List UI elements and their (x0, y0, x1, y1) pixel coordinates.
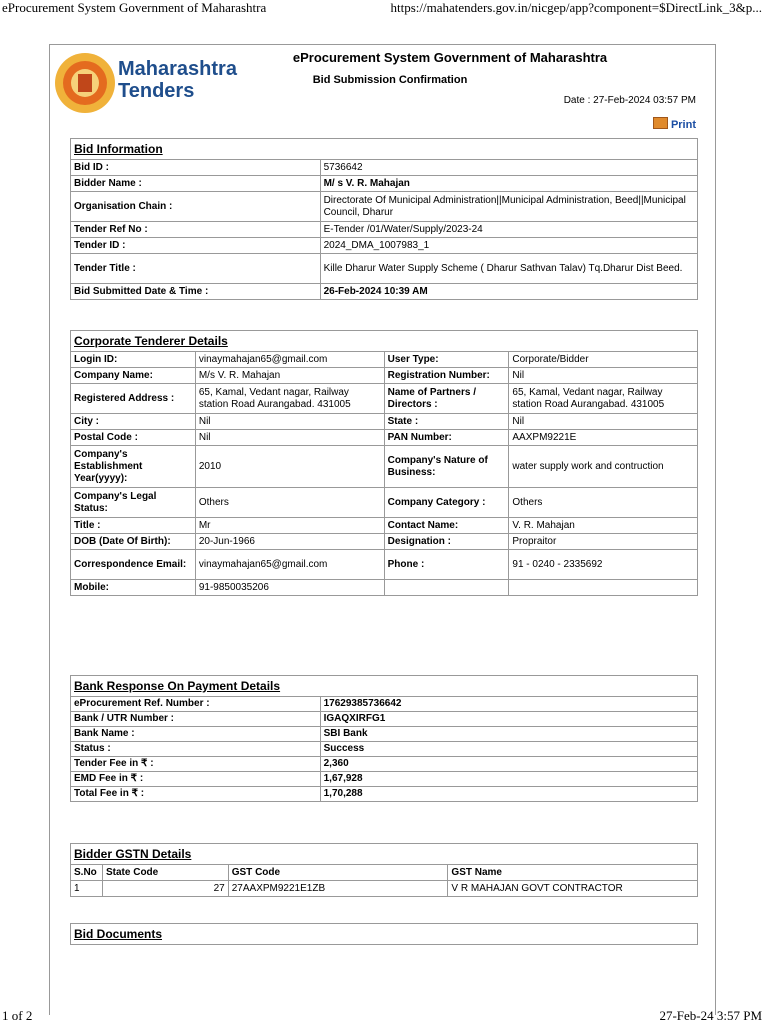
ref-number-label: eProcurement Ref. Number : (71, 697, 321, 712)
state-label: State : (384, 414, 509, 430)
table-header-row (71, 865, 698, 881)
postal-code-label: Postal Code : (71, 430, 196, 446)
page-number: 1 of 2 (2, 1008, 33, 1023)
empty-cell (384, 580, 509, 596)
city-label: City : (71, 414, 196, 430)
company-name-label: Company Name: (71, 368, 196, 384)
table-row (71, 742, 698, 757)
mobile-label: Mobile: (71, 580, 196, 596)
table-row (71, 757, 698, 772)
table-row (71, 787, 698, 802)
status-label: Status : (71, 742, 321, 757)
company-name-value: M/s V. R. Mahajan (195, 368, 384, 384)
ref-number-value: 17629385736642 (320, 697, 697, 712)
designation-value: Propraitor (509, 534, 698, 550)
login-id-value: vinaymahajan65@gmail.com (195, 352, 384, 368)
col-gst-code: GST Code (228, 865, 448, 881)
table-row (71, 254, 698, 284)
bid-id-value: 5736642 (320, 160, 697, 176)
registration-number-value: Nil (509, 368, 698, 384)
table-row (71, 222, 698, 238)
status-value: Success (320, 742, 697, 757)
bid-date-value: 26-Feb-2024 10:39 AM (320, 284, 697, 300)
sno-cell: 1 (71, 881, 103, 897)
correspondence-email-value: vinaymahajan65@gmail.com (195, 550, 384, 580)
table-row (71, 727, 698, 742)
dob-label: DOB (Date Of Birth): (71, 534, 196, 550)
table-row (71, 368, 698, 384)
utr-number-label: Bank / UTR Number : (71, 712, 321, 727)
tender-title-label: Tender Title : (71, 254, 321, 284)
print-timestamp: 27-Feb-24 3:57 PM (659, 1008, 762, 1023)
registration-number-label: Registration Number: (384, 368, 509, 384)
tender-title-value: Kille Dharur Water Supply Scheme ( Dharur Sathvan Talav) Tq.Dharur Dist Beed. (320, 254, 697, 284)
table-row (71, 518, 698, 534)
table-row (71, 772, 698, 787)
nature-of-business-label: Company's Nature of Business: (384, 446, 509, 488)
col-state-code: State Code (102, 865, 228, 881)
col-gst-name: GST Name (448, 865, 698, 881)
mobile-value: 91-9850035206 (195, 580, 384, 596)
org-chain-label: Organisation Chain : (71, 192, 321, 222)
table-row (71, 697, 698, 712)
col-sno: S.No (71, 865, 103, 881)
total-fee-value: 1,70,288 (320, 787, 697, 802)
table-row (71, 284, 698, 300)
seal-icon (54, 52, 116, 114)
printer-icon (653, 117, 668, 129)
contact-name-value: V. R. Mahajan (509, 518, 698, 534)
print-label: Print (670, 119, 696, 131)
company-category-label: Company Category : (384, 488, 509, 518)
emd-fee-value: 1,67,928 (320, 772, 697, 787)
legal-status-label: Company's Legal Status: (71, 488, 196, 518)
table-row (71, 534, 698, 550)
bidder-name-label: Bidder Name : (71, 176, 321, 192)
table-row (71, 384, 698, 414)
postal-code-value: Nil (195, 430, 384, 446)
table-row (71, 430, 698, 446)
tender-id-value: 2024_DMA_1007983_1 (320, 238, 697, 254)
bank-name-value: SBI Bank (320, 727, 697, 742)
pdf-footer (0, 1008, 768, 1024)
emd-fee-label: EMD Fee in ₹ : (71, 772, 321, 787)
report-date: Date : 27-Feb-2024 03:57 PM (563, 95, 696, 106)
tender-fee-label: Tender Fee in ₹ : (71, 757, 321, 772)
registered-address-value: 65, Kamal, Vedant nagar, Railway station Road Aurangabad. 431005 (195, 384, 384, 414)
maharashtra-tenders-logo (54, 52, 246, 114)
designation-label: Designation : (384, 534, 509, 550)
page-subtitle: Bid Submission Confirmation (312, 74, 468, 86)
table-row (71, 488, 698, 518)
table-row (71, 712, 698, 727)
table-row (71, 352, 698, 368)
pan-label: PAN Number: (384, 430, 509, 446)
gstn-table (70, 843, 698, 897)
bid-documents-table (70, 923, 698, 945)
bank-response-heading: Bank Response On Payment Details (71, 676, 698, 697)
logo-line2: Tenders (118, 80, 195, 102)
bid-id-label: Bid ID : (71, 160, 321, 176)
legal-status-value: Others (195, 488, 384, 518)
dob-value: 20-Jun-1966 (195, 534, 384, 550)
pdf-header-title: eProcurement System Government of Maharashtra (2, 0, 267, 15)
print-button[interactable] (653, 117, 696, 131)
title-value: Mr (195, 518, 384, 534)
gst-name-cell: V R MAHAJAN GOVT CONTRACTOR (448, 881, 698, 897)
nature-of-business-value: water supply work and contruction (509, 446, 698, 488)
table-row (71, 414, 698, 430)
org-chain-value: Directorate Of Municipal Administration||Municipal Administration, Beed||Municipal Council, Dharur (320, 192, 697, 222)
establishment-year-value: 2010 (195, 446, 384, 488)
registered-address-label: Registered Address : (71, 384, 196, 414)
company-category-value: Others (509, 488, 698, 518)
pdf-header-url[interactable]: https://mahatenders.gov.in/nicgep/app?component=$DirectLink_3&p... (390, 0, 762, 15)
phone-label: Phone : (384, 550, 509, 580)
gst-code-cell: 27AAXPM9221E1ZB (228, 881, 448, 897)
bid-info-table (70, 138, 698, 300)
bank-name-label: Bank Name : (71, 727, 321, 742)
contact-name-label: Contact Name: (384, 518, 509, 534)
tender-ref-label: Tender Ref No : (71, 222, 321, 238)
state-value: Nil (509, 414, 698, 430)
state-code-cell: 27 (102, 881, 228, 897)
bidder-name-value: M/ s V. R. Mahajan (320, 176, 697, 192)
table-row (71, 580, 698, 596)
table-row (71, 446, 698, 488)
table-row (71, 881, 698, 897)
corporate-heading: Corporate Tenderer Details (71, 331, 698, 352)
total-fee-label: Total Fee in ₹ : (71, 787, 321, 802)
bid-info-heading: Bid Information (71, 139, 698, 160)
title-label: Title : (71, 518, 196, 534)
bank-response-table (70, 675, 698, 802)
page-title: eProcurement System Government of Maharashtra (292, 50, 608, 65)
tender-fee-value: 2,360 (320, 757, 697, 772)
phone-value: 91 - 0240 - 2335692 (509, 550, 698, 580)
table-row (71, 176, 698, 192)
gstn-heading: Bidder GSTN Details (71, 844, 698, 865)
empty-cell (509, 580, 698, 596)
login-id-label: Login ID: (71, 352, 196, 368)
pan-value: AAXPM9221E (509, 430, 698, 446)
user-type-label: User Type: (384, 352, 509, 368)
tender-ref-value: E-Tender /01/Water/Supply/2023-24 (320, 222, 697, 238)
table-row (71, 192, 698, 222)
logo-line1: Maharashtra (118, 58, 237, 80)
tender-id-label: Tender ID : (71, 238, 321, 254)
table-row (71, 550, 698, 580)
city-value: Nil (195, 414, 384, 430)
utr-number-value: IGAQXIRFG1 (320, 712, 697, 727)
partners-label: Name of Partners / Directors : (384, 384, 509, 414)
user-type-value: Corporate/Bidder (509, 352, 698, 368)
partners-value: 65, Kamal, Vedant nagar, Railway station Road Aurangabad. 431005 (509, 384, 698, 414)
table-row (71, 160, 698, 176)
bid-documents-heading: Bid Documents (71, 924, 698, 945)
pdf-header (0, 0, 768, 18)
correspondence-email-label: Correspondence Email: (71, 550, 196, 580)
corporate-table (70, 330, 698, 596)
bid-date-label: Bid Submitted Date & Time : (71, 284, 321, 300)
table-row (71, 238, 698, 254)
establishment-year-label: Company's Establishment Year(yyyy): (71, 446, 196, 488)
